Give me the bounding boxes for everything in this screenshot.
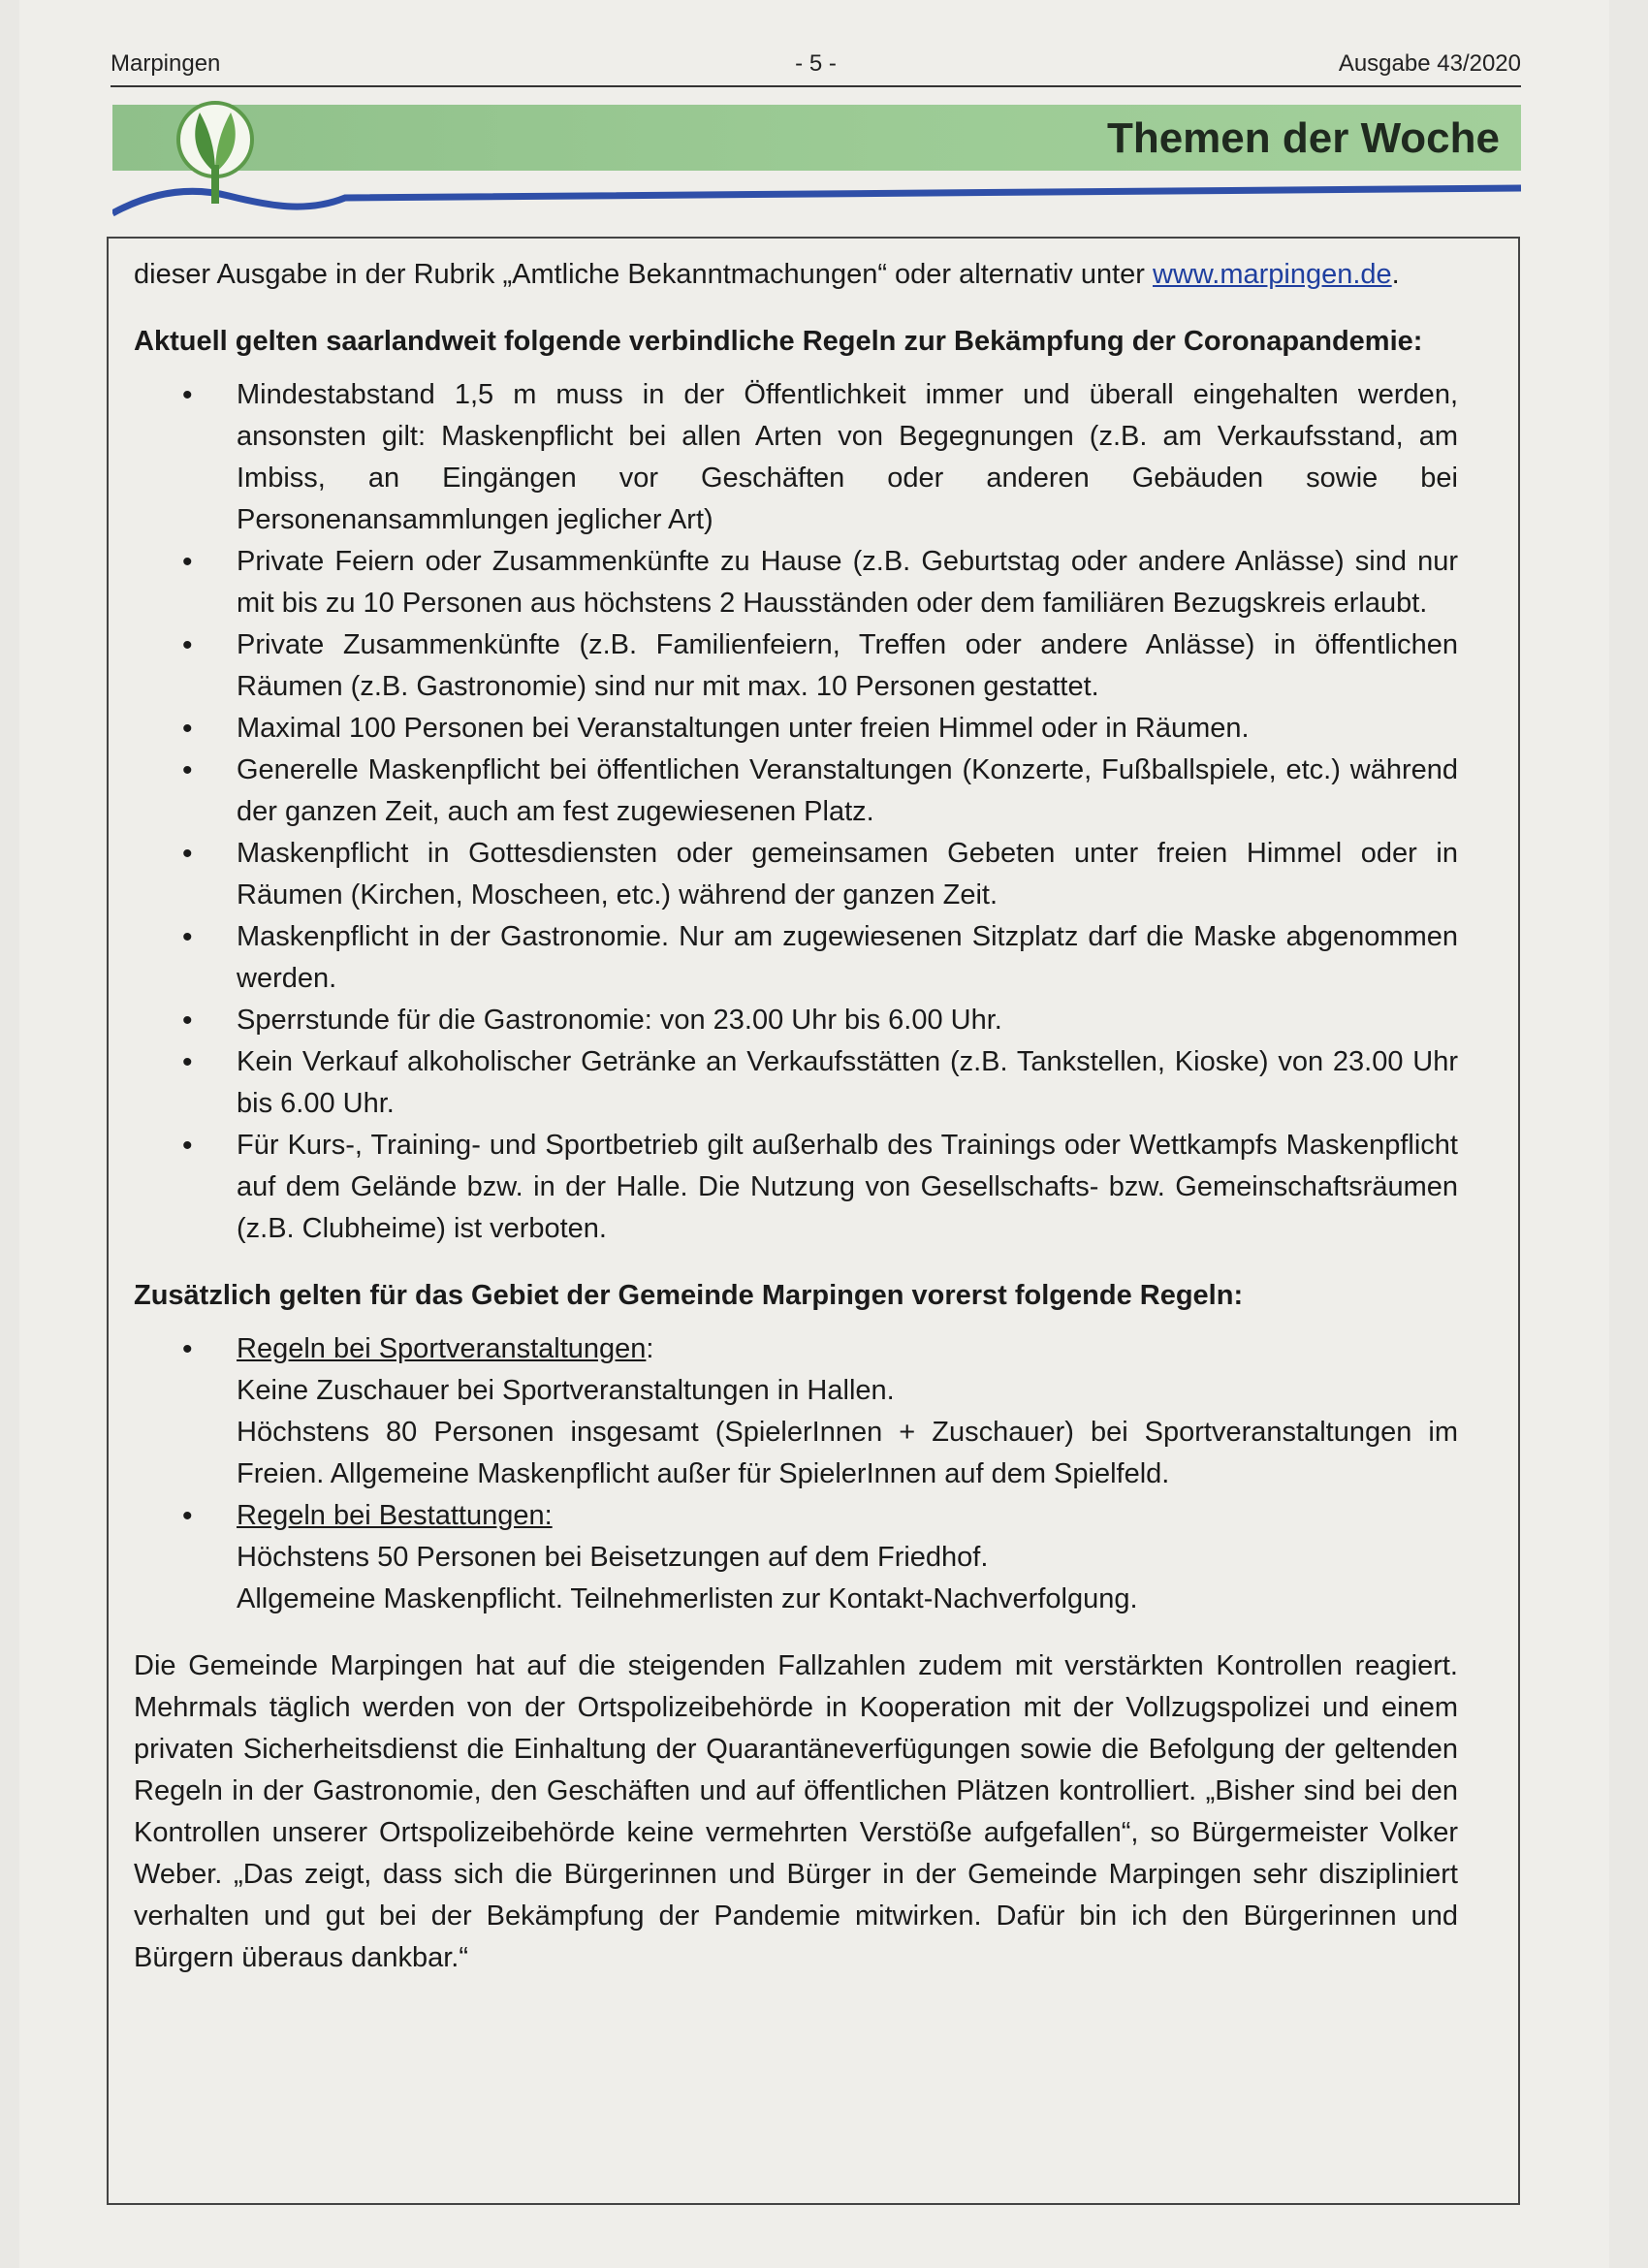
section-title: Themen der Woche [1106,114,1500,162]
running-header [111,50,1521,87]
local-rule-title: Regeln bei Sportveranstaltungen [237,1333,647,1364]
bullet-icon: • [182,379,193,411]
local-rules-list [134,1328,1458,1620]
bullet-icon: • [182,921,193,953]
local-rule-line: Allgemeine Maskenpflicht. Teilnehmerlisten zur Kontakt-Nachverfolgung. [237,1583,1138,1614]
rule-text: Private Feiern oder Zusammenkünfte zu Hause (z.B. Geburtstag oder andere Anlässe) sind nur mit bis zu 10 Personen aus höchstens 2 Hausständen oder dem familiären Bezugskreis erlaubt. [237,546,1458,619]
list-item [134,1495,1458,1620]
statewide-rules-list [134,374,1458,1250]
bullet-icon: • [182,1130,193,1162]
newspaper-page [19,0,1609,2268]
local-rule-title-line [237,1328,1458,1370]
local-heading: Zusätzlich gelten für das Gebiet der Gemeinde Marpingen vorerst folgende Regeln: [134,1280,1244,1311]
local-rule-line: Keine Zuschauer bei Sportveranstaltungen in Hallen. [237,1375,895,1406]
bullet-icon: • [182,629,193,661]
intro-text: dieser Ausgabe in der Rubrik „Amtliche Bekanntmachungen“ oder alternativ unter [134,259,1145,290]
list-item [134,708,1458,750]
rule-text: Maskenpflicht in der Gastronomie. Nur am zugewiesenen Sitzplatz darf die Maske abgenommen werden. [237,921,1458,994]
list-item [134,750,1458,833]
bullet-icon: • [182,1005,193,1037]
marpingen-leaf-logo-icon [112,97,287,223]
bullet-icon: • [182,1046,193,1078]
rule-text: Maximal 100 Personen bei Veranstaltungen unter freien Himmel oder in Räumen. [237,713,1250,744]
blue-wave-line [112,175,1521,221]
rule-text: Kein Verkauf alkoholischer Getränke an Verkaufsstätten (z.B. Tankstellen, Kioske) von 23.00 Uhr bis 6.00 Uhr. [237,1046,1458,1119]
list-item [134,916,1458,1000]
bullet-icon: • [182,1333,193,1365]
local-rule-line: Höchstens 80 Personen insgesamt (SpielerInnen + Zuschauer) bei Sportveranstaltungen im Freien. Allgemeine Maskenpflicht außer für SpielerInnen auf dem Spielfeld. [237,1417,1458,1489]
section-banner [112,105,1521,171]
bullet-icon: • [182,754,193,786]
rule-text: Mindestabstand 1,5 m muss in der Öffentlichkeit immer und überall eingehalten werden, ansonsten gilt: Maskenpflicht bei allen Arten von Begegnungen (z.B. am Verkaufsstand, am Imbiss, an Eingängen vor Geschäften oder anderen Gebäuden sowie bei Personenansammlungen jeglicher Art) [237,379,1458,535]
rule-text: Sperrstunde für die Gastronomie: von 23.00 Uhr bis 6.00 Uhr. [237,1005,1002,1036]
local-rule-title-suffix: : [646,1333,654,1364]
header-town: Marpingen [111,50,221,77]
list-item [134,541,1458,624]
local-rule-title-line [237,1495,1458,1537]
intro-end: . [1391,259,1400,290]
local-rule-title: Regeln bei Bestattungen: [237,1500,553,1531]
bullet-icon: • [182,713,193,745]
bullet-icon: • [182,1500,193,1532]
local-rule-line: Höchstens 50 Personen bei Beisetzungen auf dem Friedhof. [237,1542,989,1573]
rule-text: Maskenpflicht in Gottesdiensten oder gemeinsamen Gebeten unter freien Himmel oder in Räumen (Kirchen, Moscheen, etc.) während der ganzen Zeit. [237,838,1458,910]
article-body [134,254,1458,1979]
intro-paragraph [134,254,1458,296]
website-link[interactable]: www.marpingen.de [1153,259,1392,290]
bullet-icon: • [182,546,193,578]
list-item [134,1328,1458,1495]
rule-text: Für Kurs-, Training- und Sportbetrieb gilt außerhalb des Trainings oder Wettkampfs Maskenpflicht auf dem Gelände bzw. in der Halle. Die Nutzung von Gesellschafts- bzw. Gemeinschaftsräumen (z.B. Clubheime) ist verboten. [237,1130,1458,1244]
list-item [134,1125,1458,1250]
list-item [134,833,1458,916]
list-item [134,374,1458,541]
bullet-icon: • [182,838,193,870]
statewide-heading: Aktuell gelten saarlandweit folgende verbindliche Regeln zur Bekämpfung der Coronapandemie: [134,326,1423,357]
list-item [134,1041,1458,1125]
closing-paragraph: Die Gemeinde Marpingen hat auf die steigenden Fallzahlen zudem mit verstärkten Kontrollen reagiert. Mehrmals täglich werden von der Ortspolizeibehörde in Kooperation mit der Vollzugspolizei und einem privaten Sicherheitsdienst die Einhaltung der Quarantäneverfügungen sowie die Befolgung der geltenden Regeln in der Gastronomie, den Geschäften und auf öffentlichen Plätzen kontrolliert. „Bisher sind bei den Kontrollen unserer Ortspolizeibehörde keine vermehrten Verstöße aufgefallen“, so Bürgermeister Volker Weber. „Das zeigt, dass sich die Bürgerinnen und Bürger in der Gemeinde Marpingen sehr diszipliniert verhalten und gut bei der Bekämpfung der Pandemie mitwirken. Dafür bin ich den Bürgerinnen und Bürgern überaus dankbar.“ [134,1650,1458,1973]
header-page-number: - 5 - [795,50,837,77]
header-issue: Ausgabe 43/2020 [1338,50,1521,77]
list-item [134,1000,1458,1041]
list-item [134,624,1458,708]
rule-text: Generelle Maskenpflicht bei öffentlichen Veranstaltungen (Konzerte, Fußballspiele, etc.) während der ganzen Zeit, auch am fest zugewiesenen Platz. [237,754,1458,827]
rule-text: Private Zusammenkünfte (z.B. Familienfeiern, Treffen oder andere Anlässe) in öffentlichen Räumen (z.B. Gastronomie) sind nur mit max. 10 Personen gestattet. [237,629,1458,702]
